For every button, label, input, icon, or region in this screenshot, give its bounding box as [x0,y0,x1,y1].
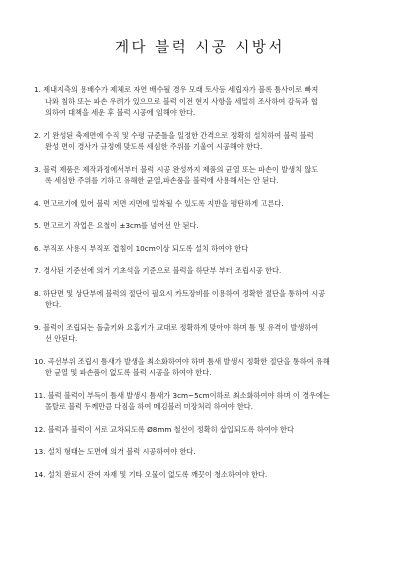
spec-item-number: 3. [34,164,41,174]
spec-item-continuation-line: 선 안된다. [45,334,78,343]
spec-item-text: 블럭 제품은 제작과정에서부터 블럭 시공 완성까지 제품의 균열 또는 파손이 발생치 않도 [43,164,319,174]
spec-item-continuation-line: 한다. [45,300,62,309]
spec-item-first-line [34,243,374,255]
spec-item-first-line [34,164,374,176]
spec-item-continuation-line: 록 세심한 주위를 기하고 유해한 균열,파손품을 블럭에 사용해서는 안 된다. [45,176,279,185]
spec-item-number: 9. [34,322,41,332]
spec-item-11 [34,390,374,413]
spec-item-number: 4. [34,198,41,208]
spec-item-continuation-line: 몰탈로 블럭 두께만큼 다짐을 하여 메김블러 미장처리 하여야 한다. [45,402,254,411]
spec-item-first-line [34,84,374,96]
spec-item-continuation-line: 완성 면이 경사가 규정에 맞도록 세심한 주위를 기울여 시공해야 한다. [45,142,263,151]
spec-item-first-line [34,322,374,334]
spec-item-10 [34,356,374,379]
spec-item-14 [34,469,374,481]
spec-item-text: 면고르기 작업은 요철이 ±3cm를 넘어선 안 된다. [43,221,199,230]
document-title: 게다 블럭 시공 시방서 [115,40,285,56]
spec-item-continuation-line: 한 균열 및 파손품이 없도록 블럭 시공을 하여야 한다. [45,368,212,377]
specification-list [34,84,374,491]
spec-item-number: 13. [34,447,46,456]
spec-item-text: 설치 완료시 잔여 자재 및 기타 오물이 없도록 깨끗이 청소하여야 한다. [47,469,268,479]
spec-item-2 [34,130,374,153]
spec-item-7 [34,265,374,277]
spec-item-6 [34,243,374,255]
spec-item-number: 1. [34,85,41,94]
spec-item-text: 설치 형태는 도면에 의거 블럭 시공하여야 한다. [47,447,196,456]
spec-item-number: 12. [34,424,46,434]
spec-item-3 [34,164,374,187]
spec-item-continuation-line: 의하여 대책을 세운 후 블럭 시공에 임해야 한다. [45,108,196,117]
spec-item-number: 14. [34,469,46,479]
spec-item-text: 곡선부위 조립시 틈새가 발생을 최소화하여야 하며 틈새 발생시 정확한 절단을 통하여 유해 [47,356,330,366]
spec-item-first-line [34,198,374,210]
spec-item-first-line [34,130,374,142]
spec-item-12 [34,424,374,436]
spec-item-8 [34,288,374,311]
spec-item-9 [34,322,374,345]
spec-item-number: 6. [34,243,41,253]
spec-item-text: 하단면 및 상단부에 블럭의 절단이 필요시 카트장비를 이용하여 정확한 절단을 통하여 시공 [43,288,326,298]
spec-item-text: 제내지측의 용배수가 제체로 자연 배수될 경우 모래 토사등 세립자가 블록 틈사이로 빠져 [43,85,319,94]
spec-item-first-line [34,265,374,277]
spec-item-number: 7. [34,266,41,275]
spec-item-first-line [34,390,374,402]
spec-item-text: 블럭이 조립되는 돌출키와 요홈키가 교대로 정확하게 맞아야 하며 틈 및 유격이 발생하여 [43,322,319,332]
spec-item-text: 면고르기에 있어 블럭 저면 지면에 밀착될 수 있도록 지반을 평탄하게 고른다. [43,198,284,208]
spec-item-5 [34,220,374,232]
spec-item-continuation-line: 나와 침하 또는 파손 우려가 있으므로 블럭 이전 현지 사항을 세밀히 조사하여 감독과 협 [45,96,318,106]
spec-item-number: 10. [34,356,46,366]
spec-item-text: 기 완성된 축제면에 수직 및 수평 규준틀을 일정한 간격으로 정확히 설치하여 블럭 블럭 [43,130,314,140]
spec-item-first-line [34,356,374,368]
spec-item-number: 5. [34,221,41,230]
spec-item-1 [34,84,374,119]
spec-item-first-line [34,469,374,481]
spec-item-number: 11. [34,390,46,400]
spec-item-number: 8. [34,288,41,298]
spec-item-first-line [34,220,374,232]
spec-item-number: 2. [34,130,41,140]
spec-item-text: 부직포 사용시 부직포 겹침이 10cm이상 되도록 설치 하여야 한다 [43,243,249,253]
spec-item-first-line [34,424,374,436]
spec-item-text: 블럭과 블럭이 서로 교차되도록 Ø8mm 철선이 정확히 삽입되도록 하여야 한다 [47,424,294,434]
spec-item-first-line [34,288,374,300]
spec-item-first-line [34,446,374,458]
spec-item-text: 경사된 기준선에 의거 기초석을 기준으로 블럭을 하단부 부터 조립시공 한다. [43,266,282,275]
spec-item-13 [34,446,374,458]
spec-item-text: 블럭 블럭이 부득이 틈새 발생시 틈새가 3cm~5cm이하로 최소화하여야 하며 이 경우에는 [47,390,330,400]
spec-item-4 [34,198,374,210]
